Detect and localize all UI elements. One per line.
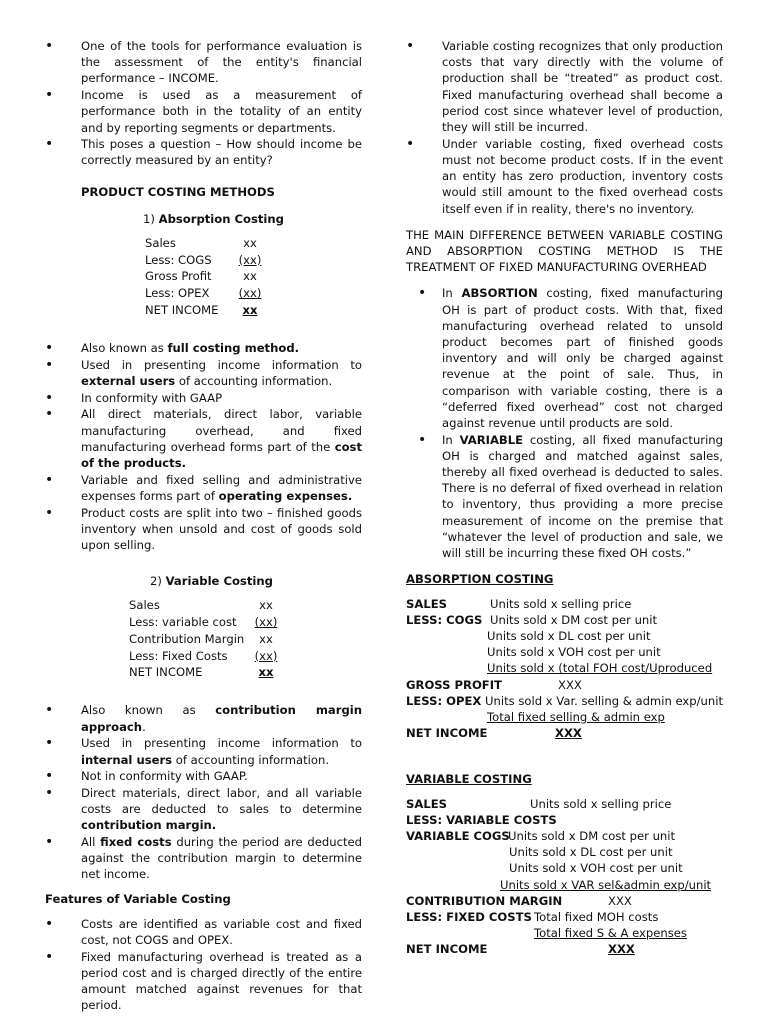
list-item bbox=[406, 285, 723, 431]
stmt-value: (xx) bbox=[238, 286, 262, 301]
absorption-statement bbox=[145, 235, 362, 318]
absorption-number: 1) bbox=[143, 211, 155, 226]
list-item bbox=[45, 702, 362, 734]
format-key: LESS: FIXED COSTS bbox=[406, 909, 532, 924]
stmt-value: (xx) bbox=[238, 252, 262, 267]
format-value: Units sold x (total FOH cost/Uproduced bbox=[487, 661, 713, 676]
format-row bbox=[406, 660, 723, 676]
stmt-value: xx bbox=[258, 665, 274, 680]
list-item: • Variable costing recognizes that only production costs that vary directly with the volume of production shall be “treated” as product cost. Fixed manufacturing overhead shall become a period cost since whatever level of production, they will still be incurred. bbox=[406, 38, 723, 135]
bold-text: full costing method. bbox=[167, 341, 300, 356]
format-value: XXX bbox=[558, 677, 582, 692]
format-row bbox=[406, 693, 723, 709]
format-row bbox=[406, 941, 723, 957]
list-item bbox=[45, 472, 362, 504]
format-value: Total fixed S & A expenses bbox=[534, 926, 687, 941]
list-item: • This poses a question – How should income be correctly measured by an entity? bbox=[45, 136, 362, 168]
format-key: NET INCOME bbox=[406, 726, 488, 741]
variable-statement bbox=[129, 597, 362, 680]
list-item bbox=[45, 357, 362, 389]
format-row bbox=[406, 596, 723, 612]
text: costing, all fixed manufacturing OH is charged and matched against sales, thereby all fixed overhead is deducted to sales. There is no deferral of fixed overhead in relation to inventory, thus providing a more precise measurement of income on the premise that “whatever the level of production and sale, we will still be incurring these fixed OH costs.” bbox=[442, 432, 724, 561]
list-item: • Product costs are split into two – finished goods inventory when unsold and cost of goods sold upon selling. bbox=[45, 505, 362, 554]
format-value: Total fixed MOH costs bbox=[534, 909, 659, 924]
bold-text: operating expenses. bbox=[218, 488, 353, 503]
list-item: • Income is used as a measurement of performance both in the totality of an entity and by reporting segments or departments. bbox=[45, 87, 362, 136]
stmt-label: NET INCOME bbox=[129, 665, 203, 680]
bold-text: contribution margin. bbox=[81, 818, 217, 833]
format-key: CONTRIBUTION MARGIN bbox=[406, 893, 563, 908]
stmt-value: xx bbox=[243, 269, 257, 284]
text: All bbox=[81, 835, 101, 850]
stmt-row bbox=[145, 285, 362, 301]
list-item bbox=[45, 406, 362, 471]
stmt-row bbox=[129, 648, 362, 664]
features-list bbox=[45, 916, 362, 1014]
format-key: LESS: OPEX bbox=[406, 693, 482, 708]
format-row bbox=[406, 812, 723, 828]
text: costing, fixed manufacturing OH is part of product costs. With that, fixed manufacturing overhead related to unsold product becomes part of finished goods inventory and will only be charged against revenue at the point of sale. Thus, in comparison with variable costing, there is a “deferred fixed overhead” cost not charged against revenue until products are sold. bbox=[442, 286, 723, 430]
stmt-row bbox=[145, 302, 362, 318]
format-row bbox=[406, 628, 723, 644]
format-value: Units sold x VAR sel&admin exp/unit bbox=[500, 877, 712, 892]
stmt-label: Less: OPEX bbox=[145, 286, 210, 301]
list-item: • Under variable costing, fixed overhead costs must not become product costs. If in the event an entity has zero production, inventory costs would still amount to the fixed overhead costs itself even if in reality, there's no inventory. bbox=[406, 136, 723, 217]
variable-points bbox=[45, 702, 362, 882]
stmt-row bbox=[129, 597, 362, 613]
absorption-points bbox=[45, 340, 362, 553]
bold-text: external users bbox=[81, 373, 176, 388]
format-value: XXX bbox=[608, 893, 632, 908]
list-item bbox=[45, 785, 362, 834]
bold-text: VARIABLE bbox=[459, 432, 524, 447]
text: Also known as bbox=[81, 703, 216, 718]
absorption-format bbox=[406, 596, 723, 742]
methods-heading: PRODUCT COSTING METHODS bbox=[81, 184, 275, 199]
stmt-label: Gross Profit bbox=[145, 269, 212, 284]
stmt-row bbox=[129, 631, 362, 647]
stmt-row bbox=[145, 268, 362, 284]
bold-text: contribution margin approach bbox=[81, 703, 362, 734]
format-value: Units sold x DL cost per unit bbox=[509, 845, 673, 860]
list-item: • In conformity with GAAP bbox=[45, 390, 362, 406]
list-item bbox=[406, 432, 723, 562]
format-value: XXX bbox=[608, 942, 635, 957]
format-key: SALES bbox=[406, 796, 447, 811]
format-value: Units sold x DM cost per unit bbox=[508, 828, 676, 843]
text: Used in presenting income information to bbox=[81, 357, 362, 372]
format-row bbox=[406, 909, 723, 925]
text: In bbox=[442, 286, 462, 301]
format-key: VARIABLE COGS bbox=[406, 828, 510, 843]
format-row bbox=[406, 877, 723, 893]
format-row bbox=[406, 725, 723, 741]
list-item bbox=[45, 834, 362, 883]
text: . bbox=[142, 719, 146, 734]
text: All direct materials, direct labor, variable manufacturing overhead, and fixed manufacturing overhead forms part of the bbox=[81, 407, 362, 454]
text: In bbox=[442, 432, 460, 447]
format-value: Total fixed selling & admin exp bbox=[487, 709, 665, 724]
stmt-row bbox=[145, 252, 362, 268]
intro-list bbox=[45, 38, 362, 169]
format-row bbox=[406, 860, 723, 876]
stmt-label: Less: Fixed Costs bbox=[129, 648, 228, 663]
format-key: GROSS PROFIT bbox=[406, 677, 502, 692]
stmt-row bbox=[129, 614, 362, 630]
stmt-label: Less: COGS bbox=[145, 252, 212, 267]
format-key: SALES bbox=[406, 596, 447, 611]
bold-text: cost of the products. bbox=[81, 439, 362, 470]
format-row bbox=[406, 925, 723, 941]
left-column bbox=[45, 38, 362, 1014]
stmt-value: xx bbox=[259, 631, 273, 646]
stmt-value: (xx) bbox=[254, 648, 278, 663]
format-value: Units sold x selling price bbox=[530, 796, 672, 811]
stmt-label: Sales bbox=[145, 236, 176, 251]
list-item: • Not in conformity with GAAP. bbox=[45, 768, 362, 784]
text: during the period are deducted against the contribution margin to determine net income. bbox=[81, 835, 362, 882]
list-item: • One of the tools for performance evaluation is the assessment of the entity's financial performance – INCOME. bbox=[45, 38, 362, 87]
format-value: Units sold x VOH cost per unit bbox=[509, 861, 683, 876]
variable-format bbox=[406, 796, 723, 958]
features-heading: Features of Variable Costing bbox=[45, 891, 231, 906]
variable-subheading bbox=[150, 573, 362, 589]
variable-title: Variable Costing bbox=[165, 574, 273, 589]
stmt-value: xx bbox=[259, 598, 273, 613]
format-key: NET INCOME bbox=[406, 942, 488, 957]
format-row bbox=[406, 644, 723, 660]
right-column bbox=[406, 38, 723, 958]
format-value: Units sold x VOH cost per unit bbox=[487, 645, 661, 660]
stmt-row bbox=[129, 664, 362, 680]
format-value: Units sold x Var. selling & admin exp/unit bbox=[485, 693, 723, 708]
difference-list bbox=[406, 285, 723, 561]
text: Also known as bbox=[81, 341, 168, 356]
absorption-title: Absorption Costing bbox=[158, 211, 284, 226]
main-difference-text: THE MAIN DIFFERENCE BETWEEN VARIABLE COSTING AND ABSORPTION COSTING METHOD IS THE TREATMENT OF FIXED MANUFACTURING OVERHEAD bbox=[406, 227, 723, 275]
list-item: • Fixed manufacturing overhead is treated as a period cost and is charged directly of the entire amount matched against revenues for that period. bbox=[45, 949, 362, 1014]
format-value: XXX bbox=[555, 726, 582, 741]
stmt-value: (xx) bbox=[254, 615, 278, 630]
stmt-label: NET INCOME bbox=[145, 302, 219, 317]
list-item: • Costs are identified as variable cost and fixed cost, not COGS and OPEX. bbox=[45, 916, 362, 948]
format-row bbox=[406, 612, 723, 628]
format-value: Units sold x DL cost per unit bbox=[487, 628, 651, 643]
format-value: Units sold x DM cost per unit bbox=[490, 612, 658, 627]
variable-format-title: VARIABLE COSTING bbox=[406, 772, 532, 787]
absorption-subheading bbox=[143, 211, 362, 227]
stmt-value: xx bbox=[243, 236, 257, 251]
format-value: Units sold x selling price bbox=[490, 596, 632, 611]
format-row bbox=[406, 677, 723, 693]
stmt-label: Sales bbox=[129, 598, 160, 613]
text: of accounting information. bbox=[175, 373, 333, 388]
format-key: LESS: COGS bbox=[406, 612, 483, 627]
right-intro-list bbox=[406, 38, 723, 217]
bold-text: internal users bbox=[81, 752, 173, 767]
text: of accounting information. bbox=[172, 752, 330, 767]
list-item bbox=[45, 340, 362, 356]
format-row bbox=[406, 844, 723, 860]
text: Direct materials, direct labor, and all variable costs are deducted to sales to determine bbox=[81, 785, 362, 817]
stmt-row bbox=[145, 235, 362, 251]
text: Variable and fixed selling and administrative expenses forms part of bbox=[81, 472, 362, 503]
format-key: LESS: VARIABLE COSTS bbox=[406, 812, 557, 827]
format-row bbox=[406, 796, 723, 812]
variable-number: 2) bbox=[150, 574, 162, 589]
stmt-label: Less: variable cost bbox=[129, 615, 237, 630]
bold-text: fixed costs bbox=[100, 835, 172, 850]
stmt-value: xx bbox=[242, 302, 258, 317]
bold-text: ABSORTION bbox=[461, 286, 538, 301]
absorption-format-title: ABSORPTION COSTING bbox=[406, 572, 554, 587]
format-row bbox=[406, 709, 723, 725]
stmt-label: Contribution Margin bbox=[129, 631, 245, 646]
format-row bbox=[406, 893, 723, 909]
format-row bbox=[406, 828, 723, 844]
list-item bbox=[45, 735, 362, 767]
text: Used in presenting income information to bbox=[81, 736, 362, 751]
